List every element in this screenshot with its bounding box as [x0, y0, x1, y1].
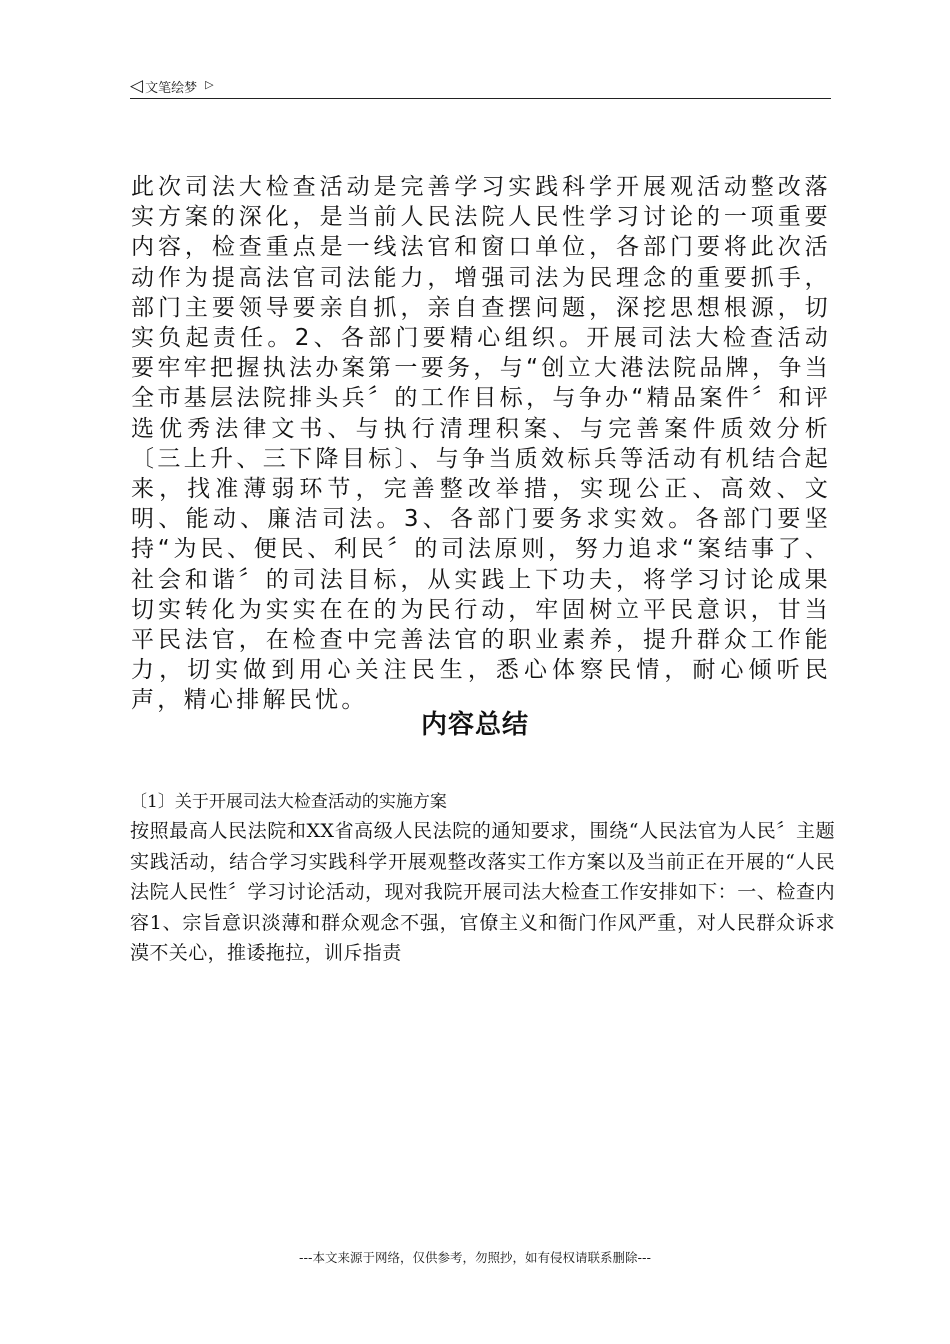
summary-title: 内容总结 [420, 710, 529, 740]
header-brand: 文笔绘梦 [145, 80, 198, 96]
page-header [130, 74, 830, 98]
triangle-left-icon: ◁ [130, 75, 144, 96]
footer-notice: ---本文来源于网络，仅供参考，勿照抄，如有侵权请联系删除--- [298, 1250, 652, 1265]
header-divider [130, 98, 831, 99]
body-paragraph: 此次司法大检查活动是完善学习实践科学开展观活动整改落实方案的深化，是当前人民法院人民性学习讨论的一项重要内容，检查重点是一线法官和窗口单位，各部门要将此次活动作为提高法官司法能力，增强司法为民理念的重要抓手，部门主要领导要亲自抓，亲自查摆问题，深挖思想根源，切实负起责任。2、各部门要精心组织。开展司法大检查活动要牢牢把握执法办案第一要务，与“创立大港法院品牌，争当全市基层法院排头兵〞的工作目标，与争办“精品案件〞和评选优秀法律文书、与执行清理积案、与完善案件质效分析〔三上升、三下降目标〕、与争当质效标兵等活动有机结合起来，找准薄弱环节，完善整改举措，实现公正、高效、文明、能动、廉洁司法。3、各部门要务求实效。各部门要坚持“为民、便民、利民〞的司法原则，努力追求“案结事了、社会和谐〞的司法目标，从实践上下功夫，将学习讨论成果切实转化为实实在在的为民行动，牢固树立平民意识，甘当平民法官，在检查中完善法官的职业素养，提升群众工作能力，切实做到用心关注民生，悉心体察民情，耐心倾听民声，精心排解民忧。 [131, 174, 831, 714]
summary-paragraph: 按照最高人民法院和XX省高级人民法院的通知要求，围绕“人民法官为人民〞主题实践活动，结合学习实践科学开展观整改落实工作方案以及当前正在开展的“人民法院人民性〞学习讨论活动，现对我院开展司法大检查工作安排如下：一、检查内容1、宗旨意识淡薄和群众观念不强，官僚主义和衙门作风严重，对人民群众诉求漠不关心，推诿拖拉，训斥指责 [130, 820, 835, 964]
triangle-right-icon: ▷ [205, 77, 214, 91]
summary-heading: 〔1〕关于开展司法大检查活动的实施方案 [130, 792, 447, 812]
